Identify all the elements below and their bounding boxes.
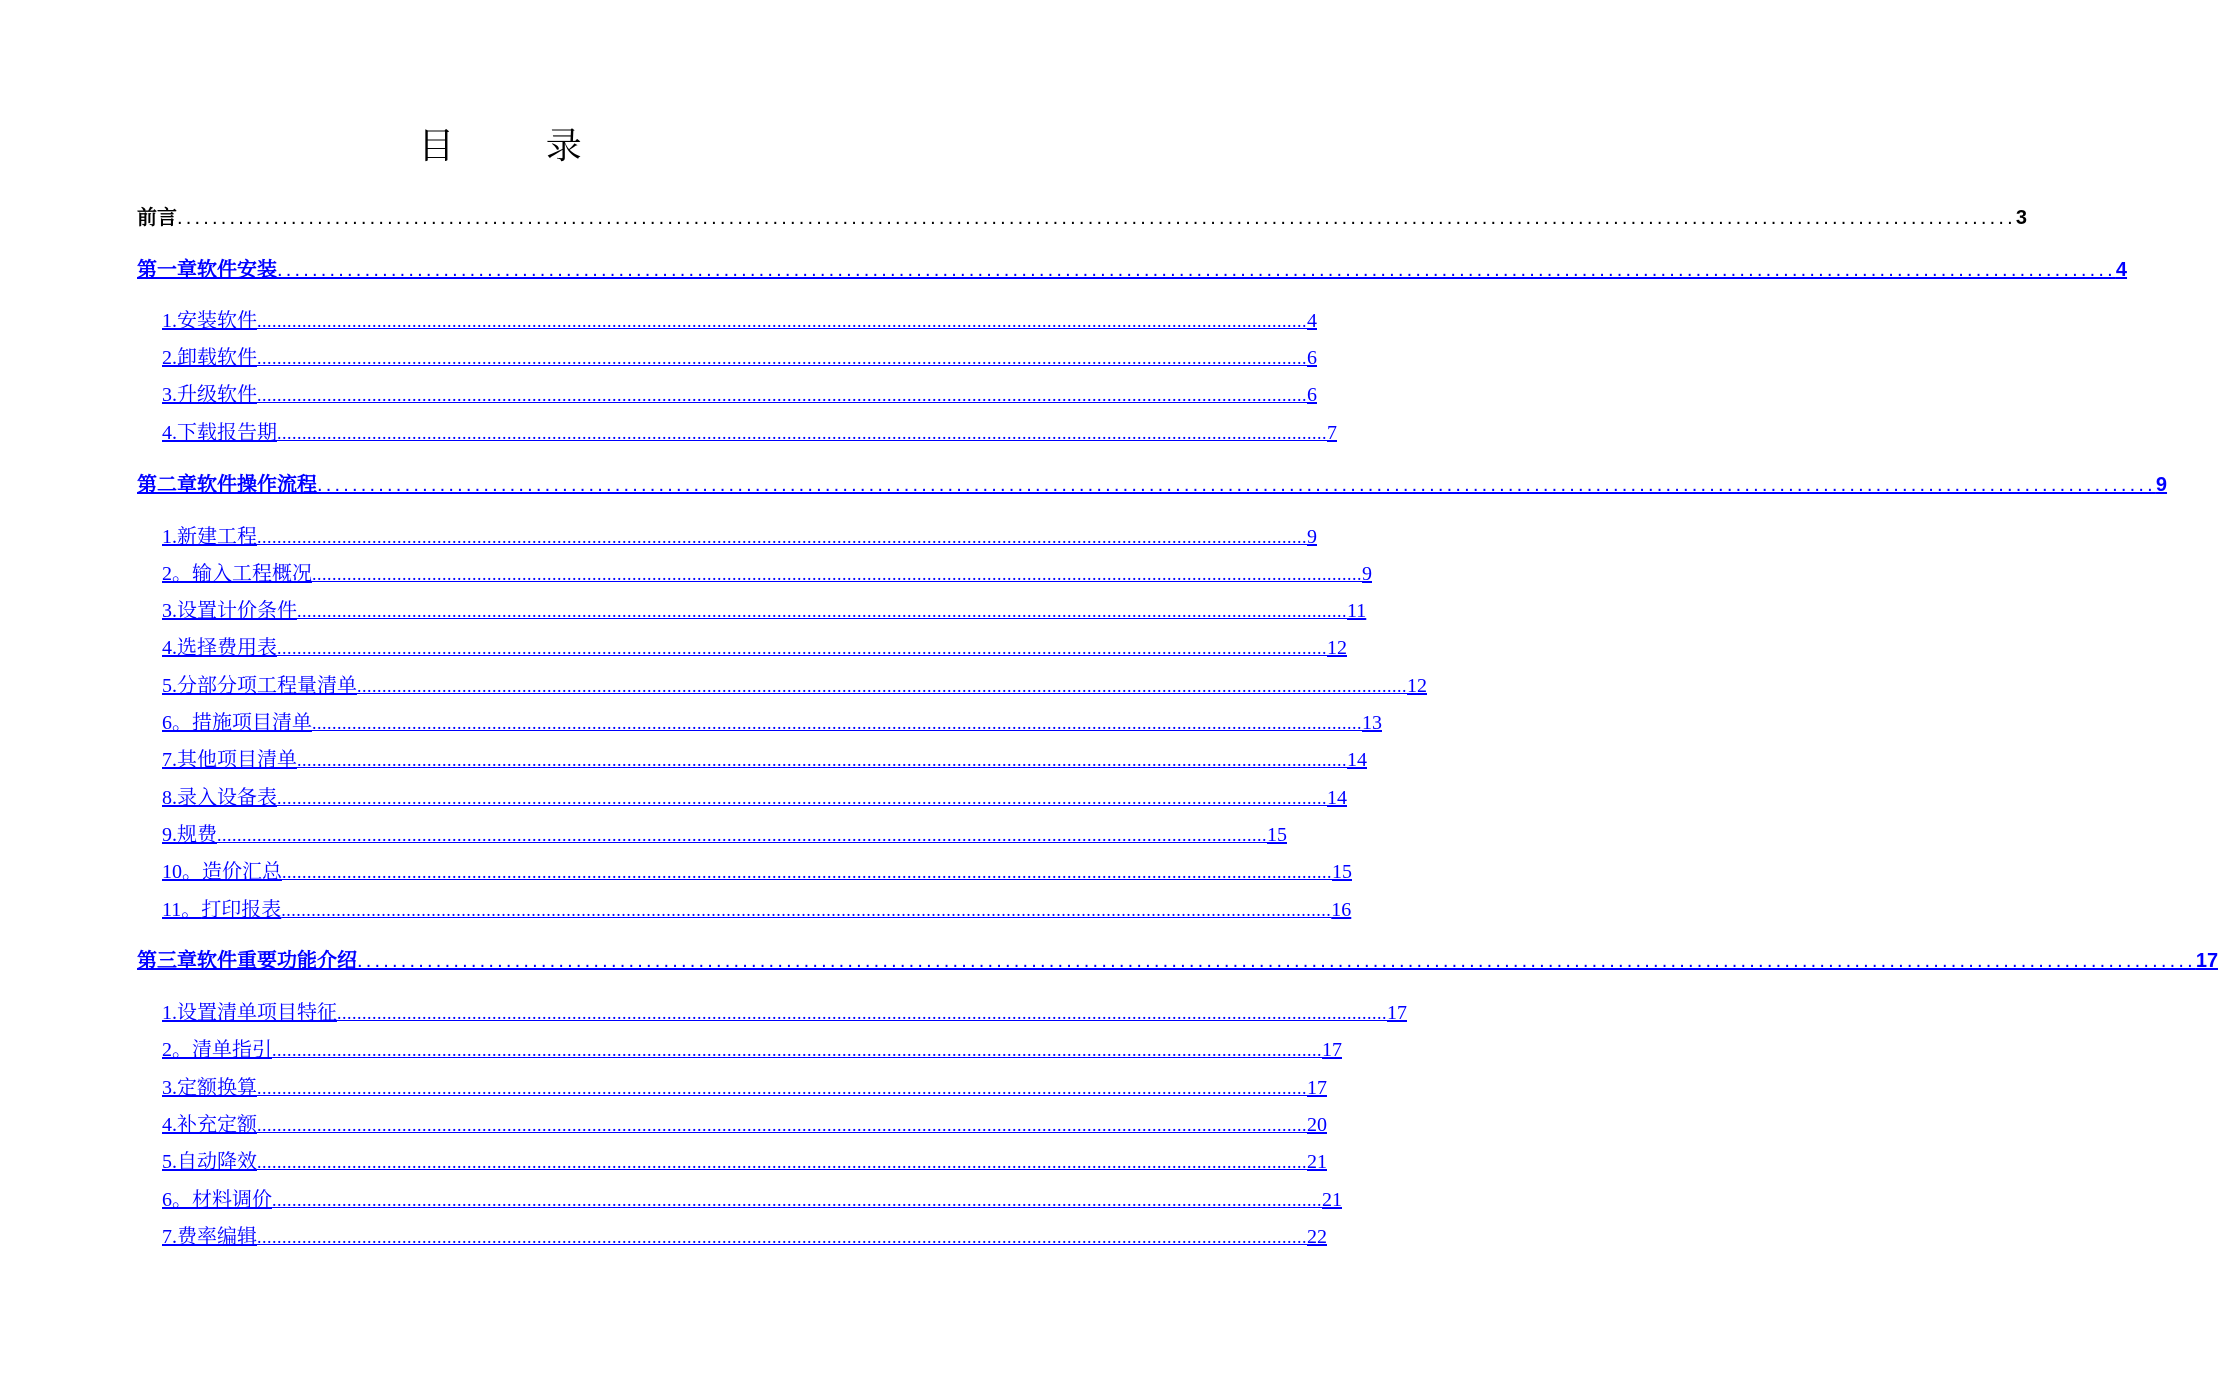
toc-section-number: 6。	[162, 712, 192, 734]
toc-entry-page: 17	[1307, 1077, 1327, 1099]
toc-entry-page: 6	[1307, 347, 1317, 369]
toc-section-title: 规费	[177, 824, 217, 846]
toc-section-title: 新建工程	[177, 526, 257, 548]
toc-entry-section[interactable]	[162, 999, 1407, 1027]
toc-section-number: 9.	[162, 824, 177, 846]
toc-leader: ..................................................................................................................................................................................................................	[257, 385, 1307, 405]
toc-entry-section[interactable]	[162, 634, 1347, 662]
toc-entry-section[interactable]	[162, 709, 1382, 737]
toc-section-number: 10。	[162, 861, 202, 883]
toc-entry-section[interactable]	[162, 858, 1352, 886]
toc-leader: ..................................................................................................................................................................................................................	[357, 676, 1407, 696]
toc-leader: ..................................................................................................................................................................................................................	[277, 259, 2116, 281]
toc-entry-section[interactable]	[162, 523, 1317, 551]
toc-entry-page: 15	[1332, 861, 1352, 883]
toc-entry-label: 前言	[137, 207, 177, 229]
toc-entry-chapter-2[interactable]	[137, 471, 2168, 499]
toc-section-title: 安装软件	[177, 310, 257, 332]
toc-leader: ..................................................................................................................................................................................................................	[297, 750, 1347, 770]
toc-entry-section[interactable]	[162, 896, 1352, 924]
toc-leader: ..................................................................................................................................................................................................................	[337, 1003, 1387, 1023]
toc-entry-page: 14	[1327, 787, 1347, 809]
toc-entry-chapter-1[interactable]	[137, 256, 2128, 284]
toc-entry-section[interactable]	[162, 307, 1317, 335]
toc-entry-section[interactable]	[162, 419, 1337, 447]
toc-section-title: 下载报告期	[177, 422, 277, 444]
toc-leader: ..................................................................................................................................................................................................................	[312, 564, 1362, 584]
toc-section-number: 4.	[162, 637, 177, 659]
toc-leader: ..................................................................................................................................................................................................................	[257, 527, 1307, 547]
toc-entry-page: 11	[1347, 600, 1367, 622]
toc-entry-preface[interactable]	[137, 204, 2028, 232]
toc-chapter-title: 软件操作流程	[197, 474, 317, 496]
toc-section-number: 6。	[162, 1189, 192, 1211]
toc-section-title: 费率编辑	[177, 1226, 257, 1248]
toc-entry-page: 3	[2015, 207, 2028, 229]
toc-chapter-label: 第三章	[137, 950, 197, 972]
toc-section-title: 其他项目清单	[177, 749, 297, 771]
toc-leader: ..................................................................................................................................................................................................................	[277, 638, 1327, 658]
toc-entry-section[interactable]	[162, 821, 1287, 849]
toc-entry-section[interactable]	[162, 1111, 1327, 1139]
toc-leader: ..................................................................................................................................................................................................................	[217, 825, 1267, 845]
toc-leader: ..................................................................................................................................................................................................................	[277, 423, 1327, 443]
toc-entry-section[interactable]	[162, 1223, 1327, 1251]
toc-leader: ..................................................................................................................................................................................................................	[282, 862, 1332, 882]
toc-entry-page: 9	[1362, 563, 1372, 585]
toc-leader: ..................................................................................................................................................................................................................	[177, 207, 2016, 229]
toc-entry-page: 9	[1307, 526, 1317, 548]
toc-entry-page: 21	[1307, 1151, 1327, 1173]
toc-section-number: 11。	[162, 899, 202, 921]
toc-section-number: 2。	[162, 563, 192, 585]
toc-section-number: 4.	[162, 422, 177, 444]
toc-title: 目 录	[418, 126, 622, 167]
toc-leader: ..................................................................................................................................................................................................................	[272, 1190, 1322, 1210]
toc-entry-page: 22	[1307, 1226, 1327, 1248]
toc-chapter-title: 软件重要功能介绍	[197, 950, 357, 972]
toc-section-number: 1.	[162, 526, 177, 548]
toc-entry-section[interactable]	[162, 672, 1427, 700]
toc-entry-page: 9	[2155, 474, 2168, 496]
toc-section-title: 卸载软件	[177, 347, 257, 369]
toc-section-number: 2.	[162, 347, 177, 369]
toc-entry-page: 12	[1407, 675, 1427, 697]
toc-entry-page: 12	[1327, 637, 1347, 659]
toc-section-title: 造价汇总	[202, 861, 282, 883]
toc-section-title: 补充定额	[177, 1114, 257, 1136]
toc-leader: ..................................................................................................................................................................................................................	[312, 713, 1362, 733]
toc-leader: ..................................................................................................................................................................................................................	[257, 1152, 1307, 1172]
toc-section-number: 1.	[162, 1002, 177, 1024]
toc-entry-section[interactable]	[162, 381, 1317, 409]
toc-section-number: 7.	[162, 749, 177, 771]
toc-entry-section[interactable]	[162, 1036, 1342, 1064]
toc-leader: ..................................................................................................................................................................................................................	[257, 1115, 1307, 1135]
toc-leader: ..................................................................................................................................................................................................................	[257, 348, 1307, 368]
toc-entry-page: 17	[2195, 950, 2218, 972]
toc-entry-page: 14	[1347, 749, 1367, 771]
toc-entry-section[interactable]	[162, 344, 1317, 372]
toc-section-title: 选择费用表	[177, 637, 277, 659]
toc-section-number: 1.	[162, 310, 177, 332]
toc-section-title: 录入设备表	[177, 787, 277, 809]
toc-section-title: 输入工程概况	[192, 563, 312, 585]
toc-leader: ..................................................................................................................................................................................................................	[257, 1078, 1307, 1098]
toc-section-title: 自动降效	[177, 1151, 257, 1173]
toc-section-title: 定额换算	[177, 1077, 257, 1099]
toc-leader: ..................................................................................................................................................................................................................	[257, 311, 1307, 331]
toc-entry-section[interactable]	[162, 597, 1367, 625]
toc-section-title: 设置计价条件	[177, 600, 297, 622]
toc-leader: ..................................................................................................................................................................................................................	[277, 788, 1327, 808]
toc-section-title: 分部分项工程量清单	[177, 675, 357, 697]
toc-chapter-label: 第一章	[137, 259, 197, 281]
toc-entry-chapter-3[interactable]	[137, 947, 2218, 975]
toc-section-number: 5.	[162, 1151, 177, 1173]
toc-section-title: 设置清单项目特征	[177, 1002, 337, 1024]
toc-leader: ..................................................................................................................................................................................................................	[257, 1227, 1307, 1247]
toc-section-number: 4.	[162, 1114, 177, 1136]
toc-leader: ..................................................................................................................................................................................................................	[297, 601, 1347, 621]
toc-chapter-title: 软件安装	[197, 259, 277, 281]
toc-section-title: 措施项目清单	[192, 712, 312, 734]
toc-entry-page: 4	[1307, 310, 1317, 332]
toc-leader: ..................................................................................................................................................................................................................	[281, 900, 1332, 920]
toc-section-title: 升级软件	[177, 384, 257, 406]
toc-section-number: 5.	[162, 675, 177, 697]
toc-entry-page: 21	[1322, 1189, 1342, 1211]
toc-entry-page: 4	[2115, 259, 2128, 281]
toc-section-number: 3.	[162, 384, 177, 406]
toc-leader: ..................................................................................................................................................................................................................	[357, 950, 2196, 972]
toc-section-number: 3.	[162, 1077, 177, 1099]
toc-section-number: 2。	[162, 1039, 192, 1061]
toc-entry-page: 20	[1307, 1114, 1327, 1136]
toc-entry-page: 6	[1307, 384, 1317, 406]
toc-entry-section[interactable]	[162, 1074, 1327, 1102]
toc-section-title: 材料调价	[192, 1189, 272, 1211]
toc-section-title: 打印报表	[201, 899, 282, 921]
toc-entry-section[interactable]	[162, 784, 1347, 812]
toc-entry-page: 17	[1387, 1002, 1407, 1024]
toc-entry-section[interactable]	[162, 746, 1367, 774]
toc-section-number: 8.	[162, 787, 177, 809]
toc-entry-page: 17	[1322, 1039, 1342, 1061]
toc-chapter-label: 第二章	[137, 474, 197, 496]
toc-section-number: 3.	[162, 600, 177, 622]
toc-leader: ..................................................................................................................................................................................................................	[317, 474, 2156, 496]
toc-entry-section[interactable]	[162, 560, 1372, 588]
toc-entry-page: 15	[1267, 824, 1287, 846]
toc-section-title: 清单指引	[192, 1039, 272, 1061]
toc-entry-page: 13	[1362, 712, 1382, 734]
toc-entry-page: 16	[1331, 899, 1352, 921]
toc-leader: ..................................................................................................................................................................................................................	[272, 1040, 1322, 1060]
toc-entry-page: 7	[1327, 422, 1337, 444]
toc-entry-section[interactable]	[162, 1186, 1342, 1214]
toc-section-number: 7.	[162, 1226, 177, 1248]
toc-entry-section[interactable]	[162, 1148, 1327, 1176]
